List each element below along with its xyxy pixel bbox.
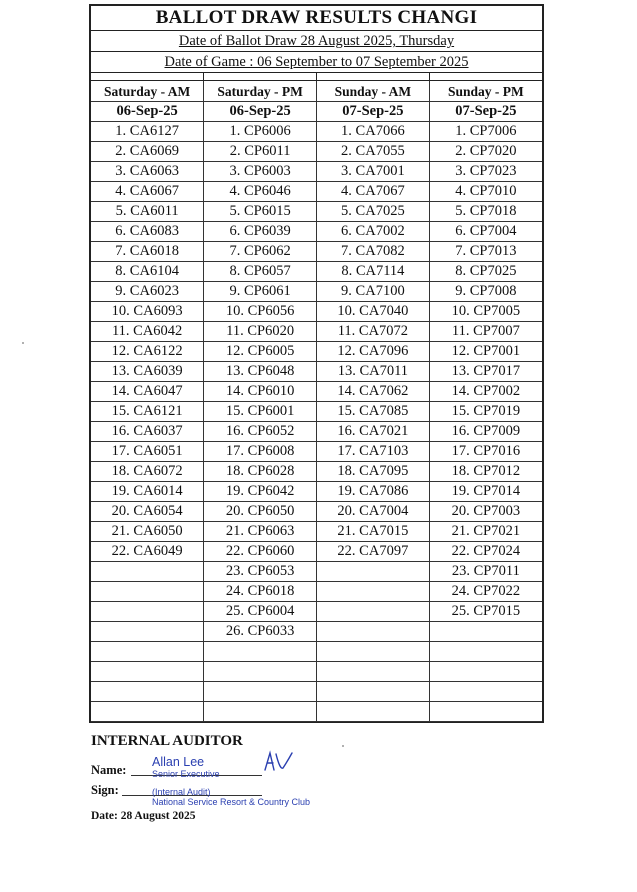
table-row (91, 202, 542, 222)
table-row (91, 162, 542, 182)
draw-entry-cell: 5. CP7018 (429, 202, 542, 222)
draw-entry-cell: 1. CP6006 (204, 122, 317, 142)
draw-entry-cell: 13. CP7017 (429, 362, 542, 382)
draw-entry-cell: 2. CP7020 (429, 142, 542, 162)
header-row (91, 81, 542, 102)
stamp-dept: (Internal Audit) (152, 787, 211, 797)
draw-entry-cell: 17. CA7103 (317, 442, 430, 462)
draw-entry-cell: 24. CP6018 (204, 582, 317, 602)
draw-entry-cell: 17. CP7016 (429, 442, 542, 462)
column-header: Sunday - PM (429, 81, 542, 102)
draw-entry-cell: 14. CA7062 (317, 382, 430, 402)
draw-entry-cell (429, 642, 542, 662)
draw-entry-cell: 22. CP7024 (429, 542, 542, 562)
draw-entry-cell: 19. CA6014 (91, 482, 204, 502)
table-row (91, 322, 542, 342)
table-row (91, 342, 542, 362)
draw-entry-cell (317, 702, 430, 722)
draw-entry-cell: 21. CA6050 (91, 522, 204, 542)
draw-entry-cell: 4. CA6067 (91, 182, 204, 202)
draw-entry-cell: 8. CA6104 (91, 262, 204, 282)
stamp-title: Senior Executive (152, 769, 220, 779)
draw-entry-cell (91, 622, 204, 642)
draw-entry-cell: 20. CP6050 (204, 502, 317, 522)
draw-entry-cell: 20. CA7004 (317, 502, 430, 522)
date-row (91, 102, 542, 122)
draw-entry-cell (317, 602, 430, 622)
draw-entry-cell: 22. CA7097 (317, 542, 430, 562)
draw-entry-cell: 12. CA6122 (91, 342, 204, 362)
draw-entry-cell: 3. CP6003 (204, 162, 317, 182)
draw-entry-cell: 6. CA6083 (91, 222, 204, 242)
draw-entry-cell: 5. CA7025 (317, 202, 430, 222)
column-date: 06-Sep-25 (204, 102, 317, 122)
draw-entry-cell: 26. CP6033 (204, 622, 317, 642)
draw-entry-cell: 13. CA7011 (317, 362, 430, 382)
draw-entry-cell: 4. CA7067 (317, 182, 430, 202)
table-row (91, 702, 542, 722)
column-date: 06-Sep-25 (91, 102, 204, 122)
table-row (91, 442, 542, 462)
draw-entry-cell: 1. CA7066 (317, 122, 430, 142)
table-row (91, 582, 542, 602)
draw-entry-cell: 22. CA6049 (91, 542, 204, 562)
draw-entry-cell (91, 602, 204, 622)
table-row (91, 142, 542, 162)
draw-entry-cell: 1. CA6127 (91, 122, 204, 142)
draw-entry-cell: 6. CP6039 (204, 222, 317, 242)
draw-entry-cell: 20. CP7003 (429, 502, 542, 522)
table-row (91, 522, 542, 542)
draw-entry-cell: 11. CA6042 (91, 322, 204, 342)
column-header: Saturday - PM (204, 81, 317, 102)
stamp-name: Allan Lee (152, 755, 205, 769)
draw-entry-cell: 14. CP6010 (204, 382, 317, 402)
draw-entry-cell: 17. CP6008 (204, 442, 317, 462)
column-header: Saturday - AM (91, 81, 204, 102)
draw-entry-cell (429, 662, 542, 682)
draw-entry-cell: 11. CP6020 (204, 322, 317, 342)
draw-entry-cell (91, 582, 204, 602)
draw-entry-cell (204, 662, 317, 682)
table-row (91, 682, 542, 702)
table-row (91, 302, 542, 322)
draw-entry-cell: 12. CP6005 (204, 342, 317, 362)
draw-entry-cell: 11. CP7007 (429, 322, 542, 342)
column-header: Sunday - AM (317, 81, 430, 102)
draw-entry-cell: 16. CA7021 (317, 422, 430, 442)
draw-entry-cell (91, 682, 204, 702)
draw-entry-cell: 3. CA6063 (91, 162, 204, 182)
draw-entry-cell: 21. CP7021 (429, 522, 542, 542)
table-row (91, 662, 542, 682)
table-row (91, 122, 542, 142)
draw-entry-cell: 16. CA6037 (91, 422, 204, 442)
table-row (91, 422, 542, 442)
draw-entry-cell: 1. CP7006 (429, 122, 542, 142)
name-label: Name: (91, 763, 127, 777)
table-row (91, 222, 542, 242)
draw-entry-cell (317, 642, 430, 662)
draw-entry-cell: 18. CA6072 (91, 462, 204, 482)
draw-entry-cell: 2. CP6011 (204, 142, 317, 162)
results-body (91, 122, 542, 722)
stamp-org: National Service Resort & Country Club (152, 797, 311, 807)
draw-entry-cell: 23. CP6053 (204, 562, 317, 582)
draw-entry-cell: 7. CA7082 (317, 242, 430, 262)
draw-entry-cell: 10. CP6056 (204, 302, 317, 322)
draw-entry-cell (429, 622, 542, 642)
draw-entry-cell (204, 702, 317, 722)
draw-entry-cell: 14. CP7002 (429, 382, 542, 402)
draw-entry-cell: 15. CA6121 (91, 402, 204, 422)
draw-entry-cell: 24. CP7022 (429, 582, 542, 602)
draw-entry-cell: 6. CA7002 (317, 222, 430, 242)
draw-entry-cell (317, 662, 430, 682)
draw-entry-cell (91, 642, 204, 662)
draw-entry-cell: 15. CA7085 (317, 402, 430, 422)
sign-label: Sign: (91, 783, 119, 797)
draw-entry-cell: 7. CP6062 (204, 242, 317, 262)
table-row (91, 262, 542, 282)
draw-entry-cell: 11. CA7072 (317, 322, 430, 342)
draw-entry-cell: 8. CP7025 (429, 262, 542, 282)
draw-entry-cell (429, 702, 542, 722)
results-table (91, 81, 542, 722)
table-row (91, 282, 542, 302)
draw-entry-cell: 9. CP7008 (429, 282, 542, 302)
signature-mark (262, 750, 296, 776)
draw-entry-cell: 10. CA6093 (91, 302, 204, 322)
draw-entry-cell: 5. CA6011 (91, 202, 204, 222)
draw-entry-cell: 10. CP7005 (429, 302, 542, 322)
draw-entry-cell (317, 582, 430, 602)
draw-entry-cell (317, 622, 430, 642)
table-row (91, 462, 542, 482)
auditor-heading: INTERNAL AUDITOR (91, 733, 243, 749)
table-row (91, 182, 542, 202)
date-line: Date: 28 August 2025 (91, 810, 196, 822)
draw-entry-cell: 5. CP6015 (204, 202, 317, 222)
table-row (91, 502, 542, 522)
draw-entry-cell (91, 662, 204, 682)
draw-entry-cell: 16. CP6052 (204, 422, 317, 442)
table-row (91, 642, 542, 662)
table-row (91, 402, 542, 422)
draw-date-line: Date of Ballot Draw 28 August 2025, Thursday (91, 31, 542, 52)
table-row (91, 622, 542, 642)
draw-entry-cell: 3. CP7023 (429, 162, 542, 182)
table-row (91, 542, 542, 562)
ballot-results-sheet (89, 4, 544, 723)
draw-entry-cell: 18. CP6028 (204, 462, 317, 482)
column-date: 07-Sep-25 (317, 102, 430, 122)
document-title: BALLOT DRAW RESULTS CHANGI (91, 6, 542, 31)
scan-speck (342, 745, 344, 747)
draw-entry-cell: 15. CP6001 (204, 402, 317, 422)
draw-entry-cell: 8. CA7114 (317, 262, 430, 282)
draw-entry-cell (91, 562, 204, 582)
draw-entry-cell: 2. CA6069 (91, 142, 204, 162)
draw-entry-cell: 21. CP6063 (204, 522, 317, 542)
table-row (91, 242, 542, 262)
game-date-line: Date of Game : 06 September to 07 September 2025 (91, 52, 542, 73)
table-row (91, 482, 542, 502)
draw-entry-cell: 9. CA7100 (317, 282, 430, 302)
draw-entry-cell: 21. CA7015 (317, 522, 430, 542)
draw-entry-cell: 13. CP6048 (204, 362, 317, 382)
draw-entry-cell: 8. CP6057 (204, 262, 317, 282)
draw-entry-cell: 9. CA6023 (91, 282, 204, 302)
draw-entry-cell: 9. CP6061 (204, 282, 317, 302)
draw-entry-cell: 20. CA6054 (91, 502, 204, 522)
draw-entry-cell: 12. CP7001 (429, 342, 542, 362)
draw-entry-cell: 25. CP6004 (204, 602, 317, 622)
draw-entry-cell: 18. CA7095 (317, 462, 430, 482)
draw-entry-cell: 23. CP7011 (429, 562, 542, 582)
draw-entry-cell (204, 642, 317, 662)
draw-entry-cell (317, 562, 430, 582)
draw-entry-cell: 4. CP7010 (429, 182, 542, 202)
draw-entry-cell: 12. CA7096 (317, 342, 430, 362)
draw-entry-cell: 7. CP7013 (429, 242, 542, 262)
draw-entry-cell: 3. CA7001 (317, 162, 430, 182)
table-row (91, 602, 542, 622)
table-row (91, 382, 542, 402)
draw-entry-cell: 15. CP7019 (429, 402, 542, 422)
draw-entry-cell: 13. CA6039 (91, 362, 204, 382)
table-row (91, 562, 542, 582)
draw-entry-cell: 18. CP7012 (429, 462, 542, 482)
column-date: 07-Sep-25 (429, 102, 542, 122)
draw-entry-cell: 7. CA6018 (91, 242, 204, 262)
draw-entry-cell: 14. CA6047 (91, 382, 204, 402)
draw-entry-cell: 16. CP7009 (429, 422, 542, 442)
draw-entry-cell: 2. CA7055 (317, 142, 430, 162)
draw-entry-cell: 19. CA7086 (317, 482, 430, 502)
draw-entry-cell: 4. CP6046 (204, 182, 317, 202)
table-row (91, 362, 542, 382)
draw-entry-cell (91, 702, 204, 722)
draw-entry-cell: 6. CP7004 (429, 222, 542, 242)
draw-entry-cell: 25. CP7015 (429, 602, 542, 622)
draw-entry-cell (204, 682, 317, 702)
scan-speck (22, 342, 24, 344)
draw-entry-cell: 10. CA7040 (317, 302, 430, 322)
draw-entry-cell: 19. CP6042 (204, 482, 317, 502)
draw-entry-cell: 19. CP7014 (429, 482, 542, 502)
spacer-row (91, 73, 542, 81)
draw-entry-cell: 22. CP6060 (204, 542, 317, 562)
draw-entry-cell (317, 682, 430, 702)
draw-entry-cell: 17. CA6051 (91, 442, 204, 462)
draw-entry-cell (429, 682, 542, 702)
